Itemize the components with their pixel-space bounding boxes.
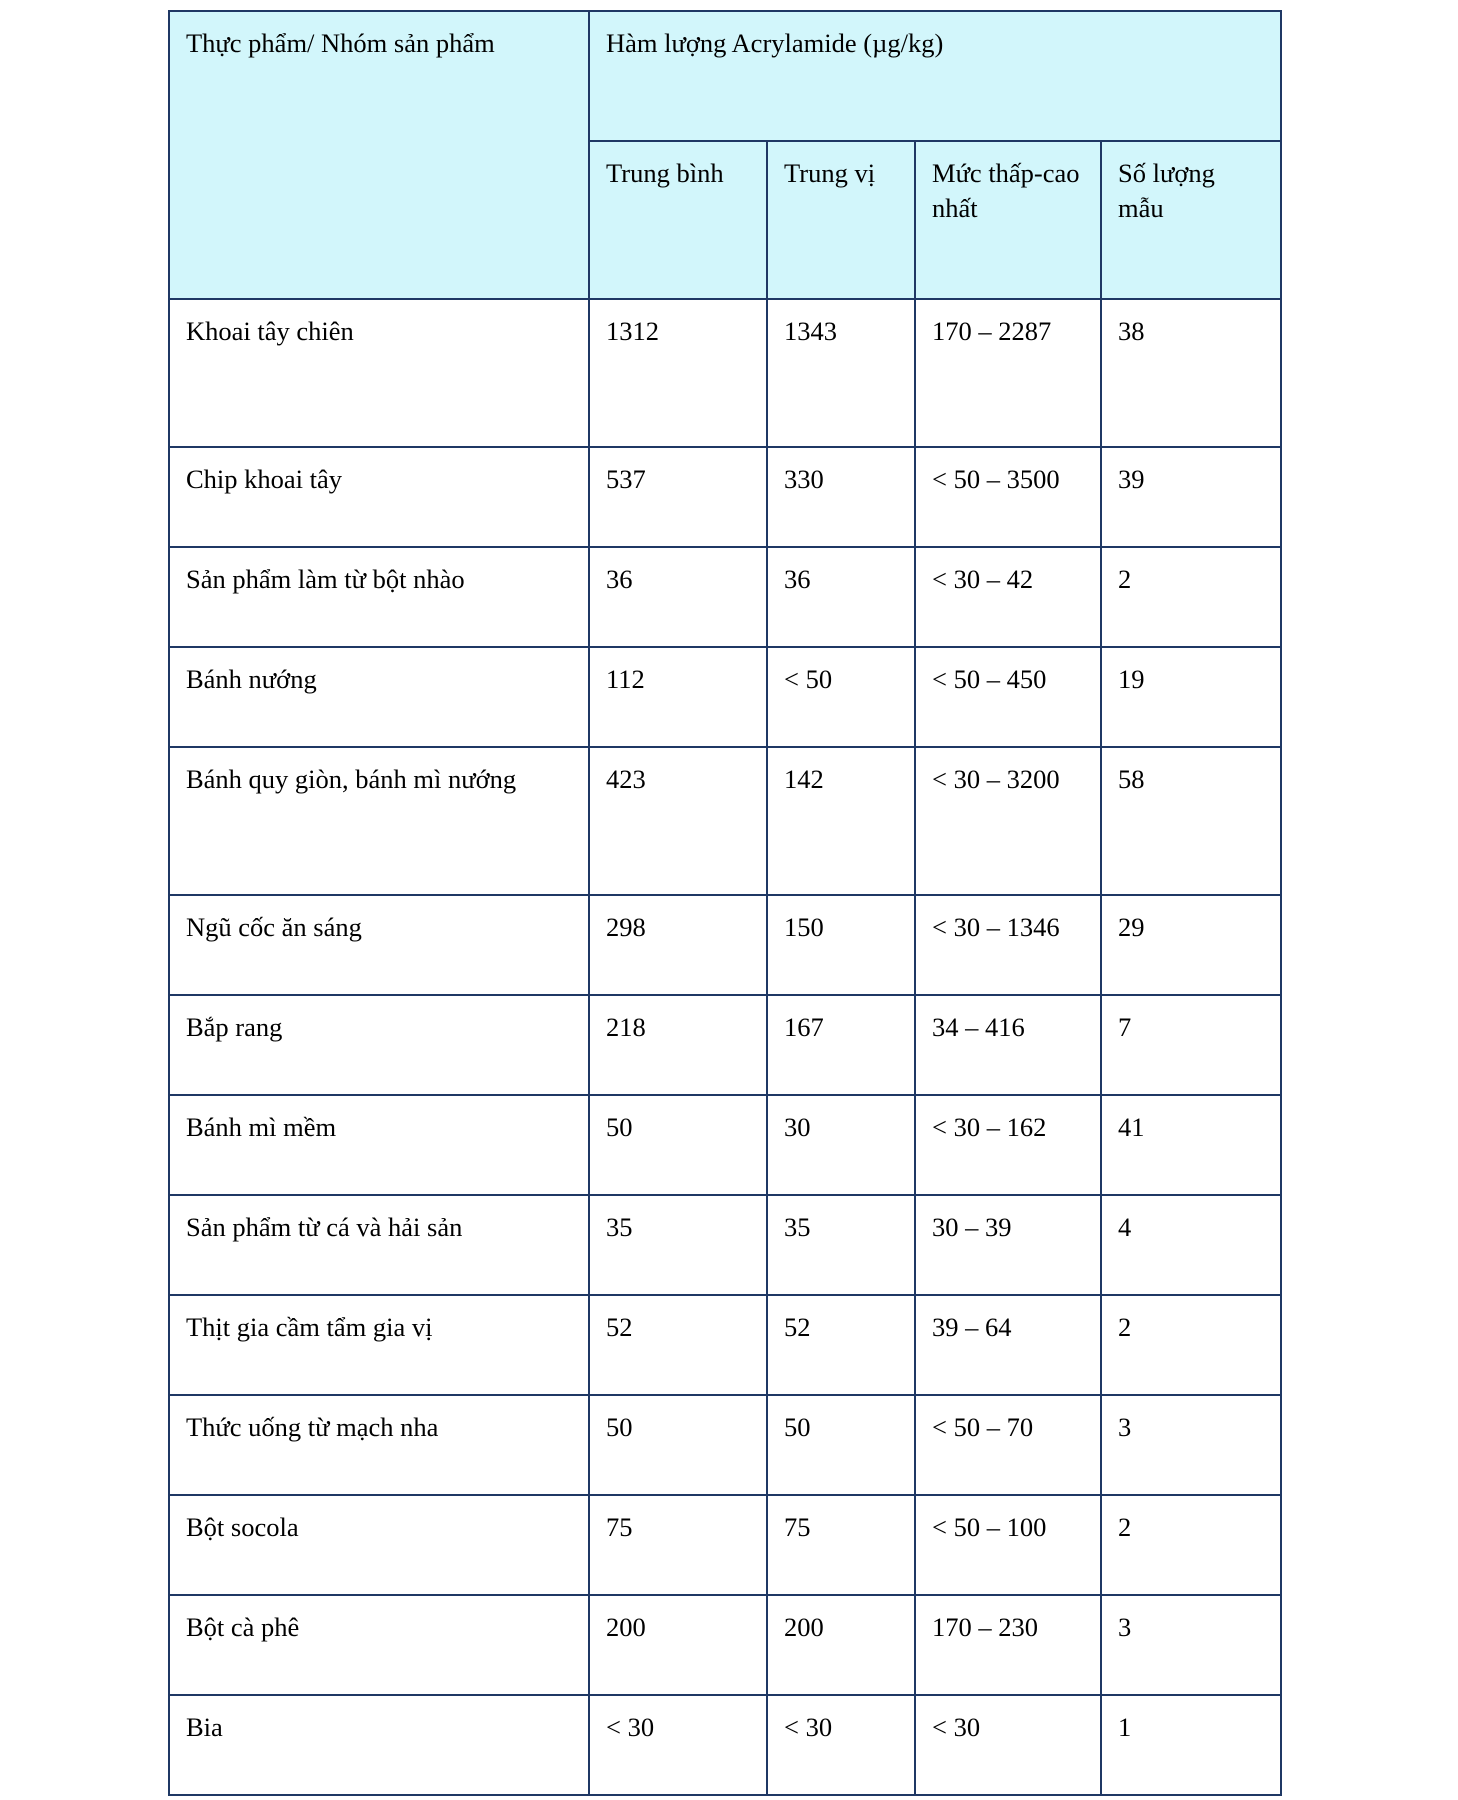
cell-samples: 29 [1101,895,1281,995]
cell-mean: 112 [589,647,767,747]
table-row [169,1495,1281,1595]
cell-range: < 50 – 450 [915,647,1101,747]
cell-food: Thức uống từ mạch nha [169,1395,589,1495]
cell-range: < 30 [915,1695,1101,1795]
table-row [169,299,1281,447]
cell-mean: 75 [589,1495,767,1595]
cell-mean: 218 [589,995,767,1095]
header-range: Mức thấp-cao nhất [915,141,1101,299]
cell-range: < 30 – 1346 [915,895,1101,995]
table-row [169,1295,1281,1395]
header-median: Trung vị [767,141,915,299]
cell-food: Bia [169,1695,589,1795]
table-row [169,547,1281,647]
cell-samples: 19 [1101,647,1281,747]
cell-food: Sản phẩm từ cá và hải sản [169,1195,589,1295]
header-food-group: Thực phẩm/ Nhóm sản phẩm [169,11,589,299]
cell-samples: 58 [1101,747,1281,895]
cell-samples: 2 [1101,1295,1281,1395]
cell-median: 52 [767,1295,915,1395]
table-row [169,1695,1281,1795]
cell-samples: 41 [1101,1095,1281,1195]
cell-mean: 52 [589,1295,767,1395]
cell-mean: < 30 [589,1695,767,1795]
cell-mean: 1312 [589,299,767,447]
header-acrylamide-content: Hàm lượng Acrylamide (µg/kg) [589,11,1281,141]
cell-mean: 423 [589,747,767,895]
cell-samples: 39 [1101,447,1281,547]
cell-food: Thịt gia cầm tẩm gia vị [169,1295,589,1395]
cell-samples: 2 [1101,547,1281,647]
cell-mean: 50 [589,1395,767,1495]
table-header-row-1 [169,11,1281,141]
cell-median: 150 [767,895,915,995]
cell-mean: 35 [589,1195,767,1295]
cell-samples: 38 [1101,299,1281,447]
cell-food: Bánh mì mềm [169,1095,589,1195]
cell-samples: 3 [1101,1595,1281,1695]
table-row [169,995,1281,1095]
cell-range: 34 – 416 [915,995,1101,1095]
cell-mean: 50 [589,1095,767,1195]
cell-samples: 7 [1101,995,1281,1095]
cell-median: 167 [767,995,915,1095]
table-row [169,1395,1281,1495]
table-row [169,1195,1281,1295]
cell-median: 35 [767,1195,915,1295]
cell-median: 30 [767,1095,915,1195]
cell-samples: 3 [1101,1395,1281,1495]
cell-range: 170 – 230 [915,1595,1101,1695]
cell-food: Bột socola [169,1495,589,1595]
cell-range: < 50 – 100 [915,1495,1101,1595]
cell-median: 142 [767,747,915,895]
cell-range: < 30 – 42 [915,547,1101,647]
cell-mean: 200 [589,1595,767,1695]
cell-range: < 50 – 70 [915,1395,1101,1495]
cell-mean: 298 [589,895,767,995]
cell-median: 200 [767,1595,915,1695]
table-body [169,299,1281,1795]
cell-food: Bắp rang [169,995,589,1095]
cell-median: 75 [767,1495,915,1595]
header-sample-count: Số lượng mẫu [1101,141,1281,299]
table-row [169,747,1281,895]
cell-samples: 2 [1101,1495,1281,1595]
cell-food: Bột cà phê [169,1595,589,1695]
cell-median: 36 [767,547,915,647]
cell-food: Khoai tây chiên [169,299,589,447]
cell-range: < 50 – 3500 [915,447,1101,547]
table-header [169,11,1281,299]
table-row [169,647,1281,747]
cell-range: 30 – 39 [915,1195,1101,1295]
cell-median: 50 [767,1395,915,1495]
header-mean: Trung bình [589,141,767,299]
cell-range: 170 – 2287 [915,299,1101,447]
cell-mean: 36 [589,547,767,647]
table-row [169,447,1281,547]
cell-food: Bánh quy giòn, bánh mì nướng [169,747,589,895]
table-row [169,1095,1281,1195]
cell-range: < 30 – 3200 [915,747,1101,895]
table-row [169,895,1281,995]
cell-median: < 50 [767,647,915,747]
cell-median: 1343 [767,299,915,447]
table-row [169,1595,1281,1695]
cell-food: Ngũ cốc ăn sáng [169,895,589,995]
cell-range: < 30 – 162 [915,1095,1101,1195]
acrylamide-content-table [168,10,1282,1796]
cell-median: < 30 [767,1695,915,1795]
cell-food: Bánh nướng [169,647,589,747]
cell-food: Chip khoai tây [169,447,589,547]
cell-median: 330 [767,447,915,547]
cell-samples: 4 [1101,1195,1281,1295]
cell-food: Sản phẩm làm từ bột nhào [169,547,589,647]
cell-range: 39 – 64 [915,1295,1101,1395]
cell-mean: 537 [589,447,767,547]
cell-samples: 1 [1101,1695,1281,1795]
